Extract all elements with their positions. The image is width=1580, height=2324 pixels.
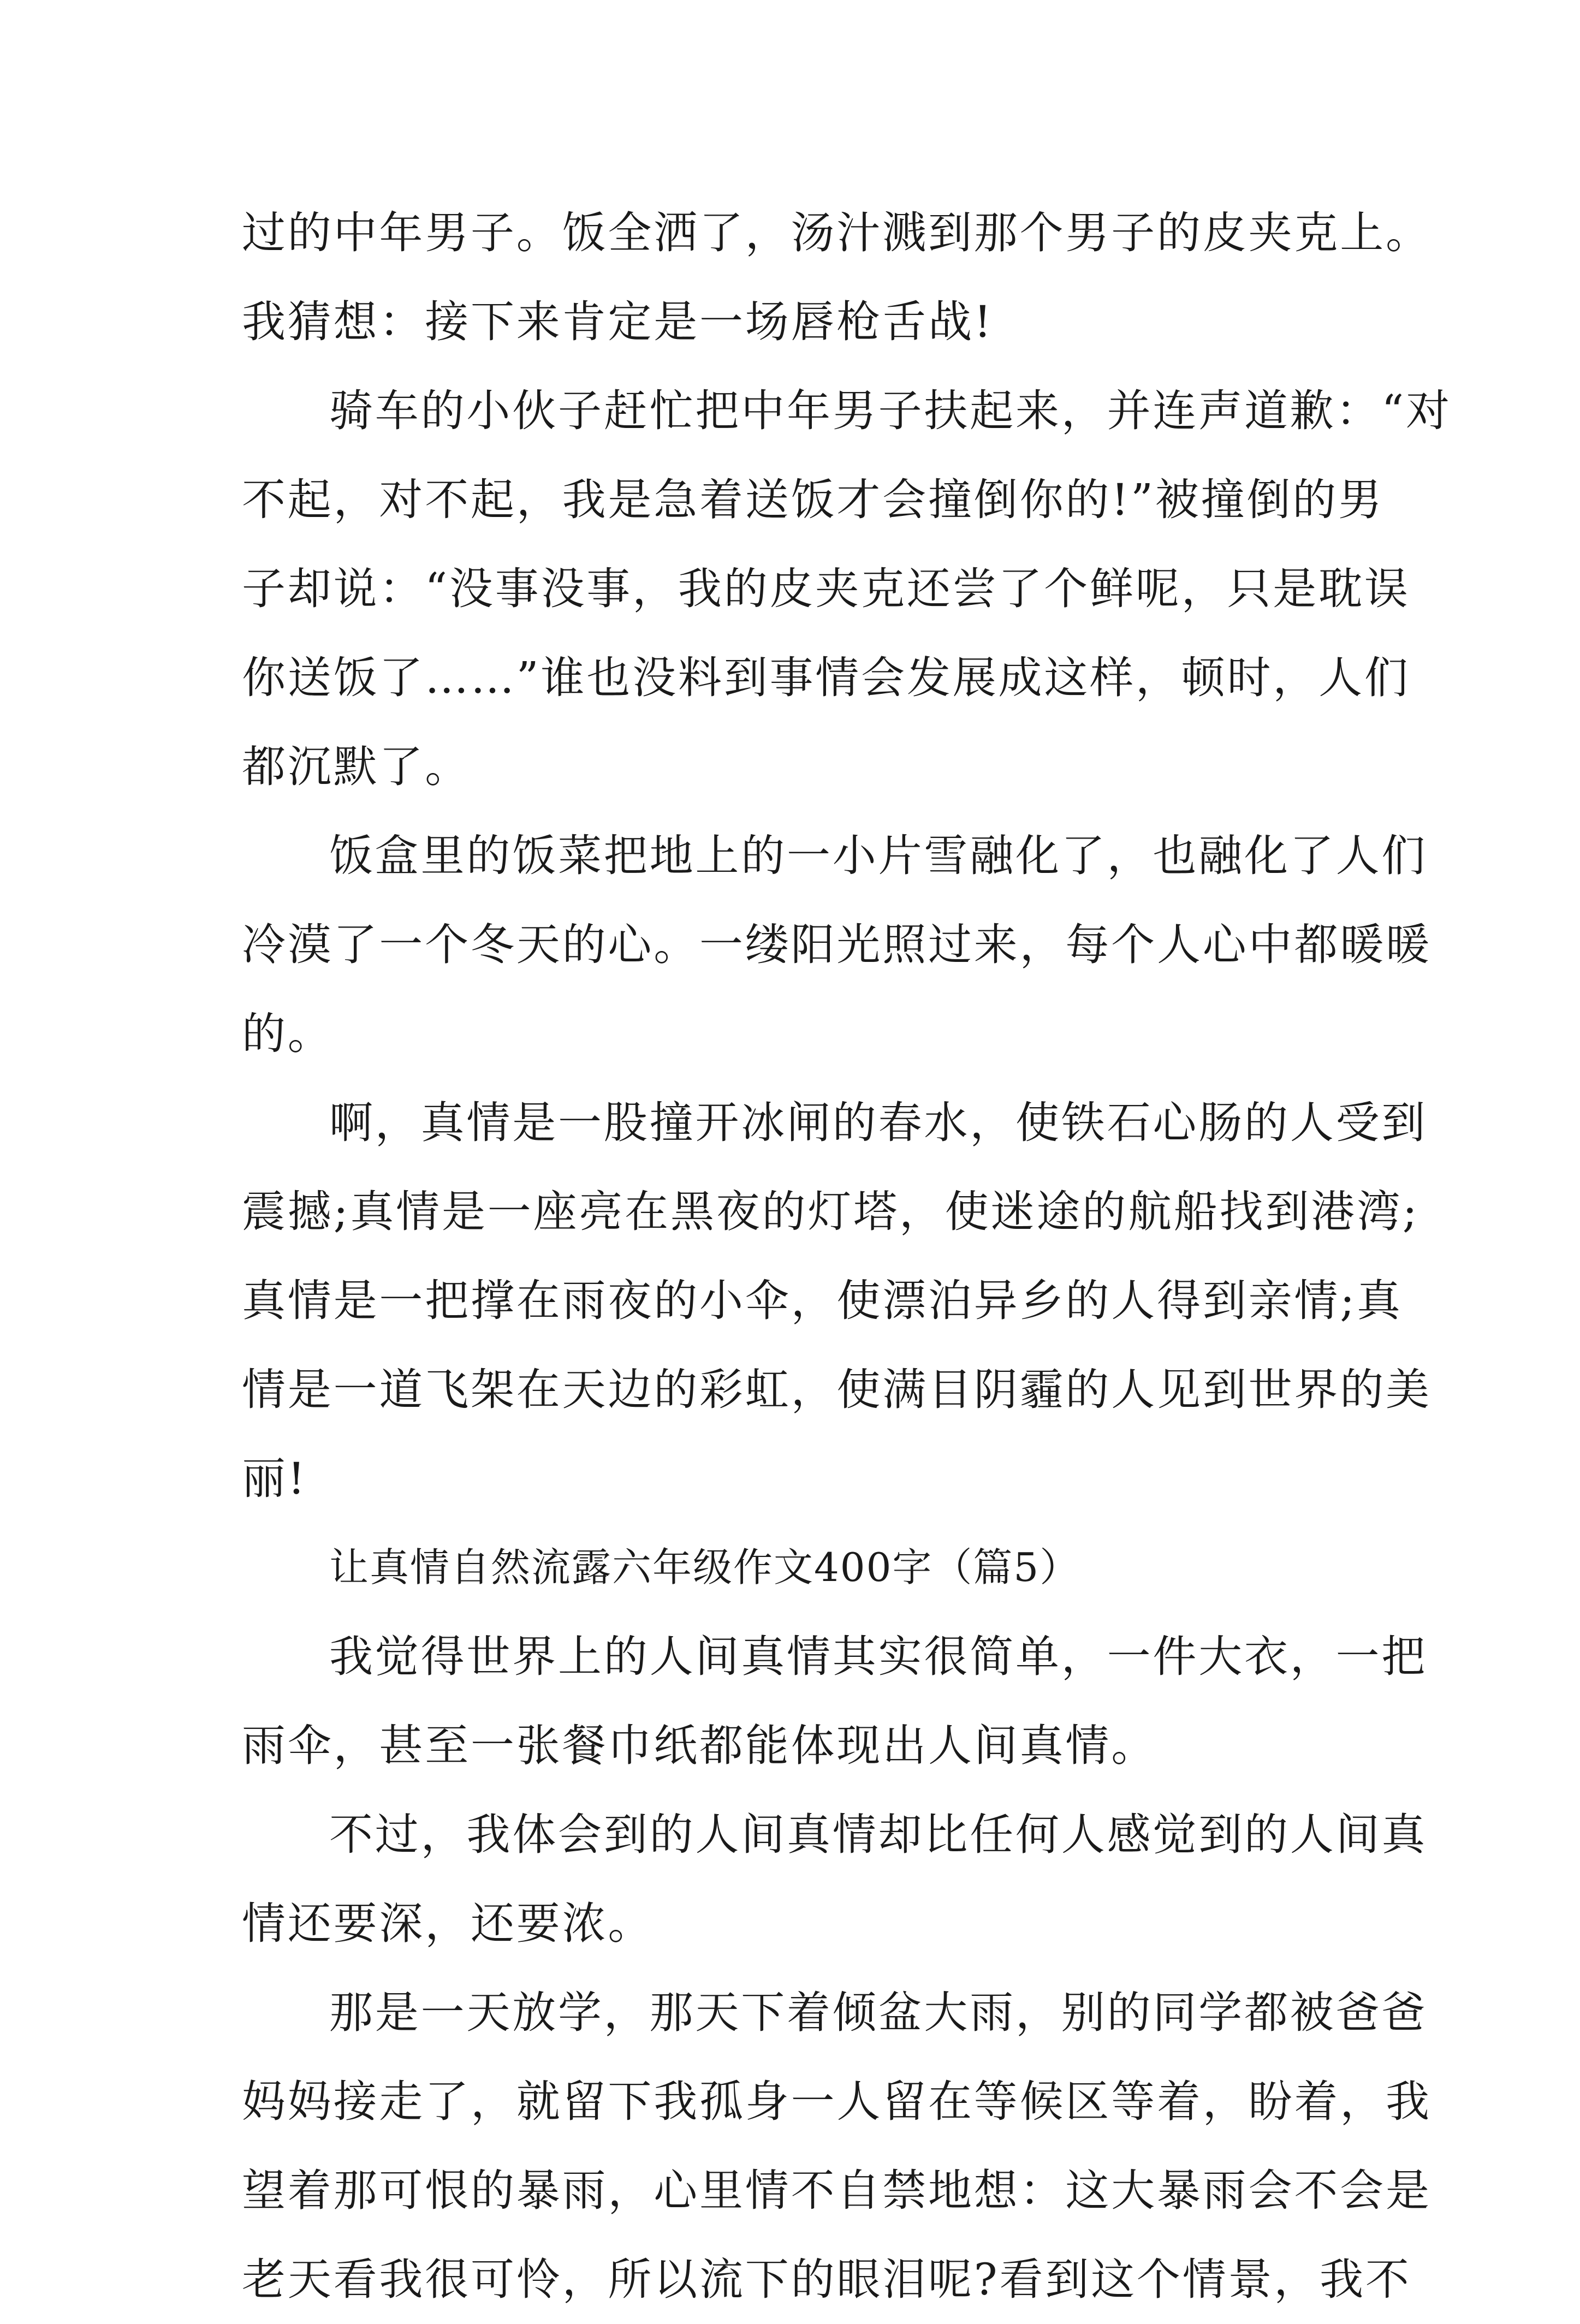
text-line: 都沉默了。 — [242, 741, 471, 792]
text-line: 我觉得世界上的人间真情其实很简单，一件大衣，一把 — [329, 1631, 1428, 1682]
text-line: 妈妈接走了，就留下我孤身一人留在等候区等着，盼着，我 — [242, 2076, 1431, 2127]
section-title: 让真情自然流露六年级作文400字（篇5） — [329, 1544, 1080, 1590]
text-line: 你送饭了……”谁也没料到事情会发展成这样，顿时，人们 — [242, 652, 1410, 703]
text-line: 的。 — [242, 1008, 334, 1059]
text-line: 不起，对不起，我是急着送饭才会撞倒你的!”被撞倒的男 — [242, 474, 1384, 525]
text-line: 情是一道飞架在天边的彩虹，使满目阴霾的人见到世界的美 — [242, 1364, 1431, 1415]
document-body — [242, 188, 1452, 2324]
text-line: 我猜想：接下来肯定是一场唇枪舌战! — [242, 296, 994, 347]
text-line: 子却说：“没事没事，我的皮夹克还尝了个鲜呢，只是耽误 — [242, 563, 1410, 614]
text-line: 过的中年男子。饭全洒了，汤汁溅到那个男子的皮夹克上。 — [242, 207, 1431, 258]
text-line: 饭盒里的饭菜把地上的一小片雪融化了，也融化了人们 — [329, 830, 1428, 881]
text-line: 震撼;真情是一座亮在黑夜的灯塔，使迷途的航船找到港湾; — [242, 1186, 1419, 1237]
text-line: 那是一天放学，那天下着倾盆大雨，别的同学都被爸爸 — [329, 1987, 1428, 2038]
text-line: 冷漠了一个冬天的心。一缕阳光照过来，每个人心中都暖暖 — [242, 919, 1431, 970]
text-line: 丽! — [242, 1453, 307, 1504]
text-line: 老天看我很可怜，所以流下的眼泪呢?看到这个情景，我不 — [242, 2254, 1411, 2305]
text-line: 啊，真情是一股撞开冰闸的春水，使铁石心肠的人受到 — [329, 1097, 1428, 1148]
text-line: 不过，我体会到的人间真情却比任何人感觉到的人间真 — [329, 1809, 1428, 1860]
text-line: 雨伞，甚至一张餐巾纸都能体现出人间真情。 — [242, 1720, 1157, 1771]
text-line: 真情是一把撑在雨夜的小伞，使漂泊异乡的人得到亲情;真 — [242, 1275, 1403, 1326]
text-line: 望着那可恨的暴雨，心里情不自禁地想：这大暴雨会不会是 — [242, 2165, 1431, 2216]
text-line: 骑车的小伙子赶忙把中年男子扶起来，并连声道歉：“对 — [329, 385, 1452, 436]
text-line: 情还要深，还要浓。 — [242, 1898, 654, 1949]
